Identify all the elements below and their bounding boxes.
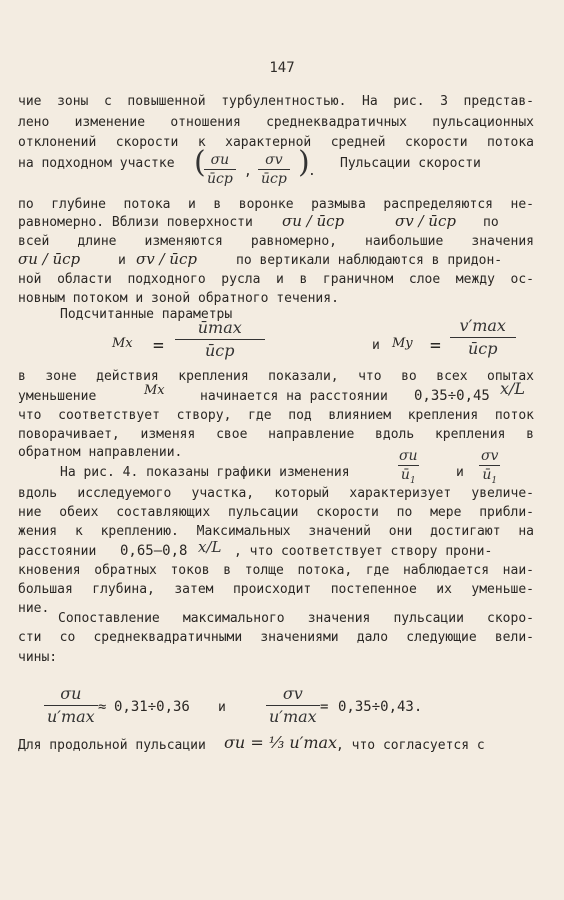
text-line: обратном направлении. (18, 445, 183, 460)
text-line: Подсчитанные параметры (60, 307, 233, 322)
text-line: уменьшение (18, 389, 97, 404)
fraction-sigma-v-ucp: σv ūср (258, 152, 290, 187)
formula-sigma-v-over-ucp: σv / ūср (136, 250, 197, 268)
text-line: На рис. 4. показаны графики изменения (60, 465, 350, 480)
fraction-sigma-u-u1: $\frac{\sigma u}{ū_1}$ (396, 448, 421, 489)
text-line: вдоль исследуемого участка, который характеризует увеличе- (18, 486, 534, 501)
fraction-sigma-u-ucp: σu ūср (204, 152, 236, 187)
formula-sigma-u-over-ucp: σu / ūср (18, 250, 81, 268)
formula-sigma-u-third: σu = ⅓ u′max (224, 733, 338, 752)
formula-range: 0,31÷0,36 (114, 699, 190, 715)
fraction-sigma-v-u1: $\frac{\sigma v}{ū_1}$ (478, 448, 501, 489)
text-line: начинается на расстоянии (200, 389, 388, 404)
formula-range: 0,35÷0,43. (338, 699, 423, 715)
close-parenthesis: ) (298, 145, 310, 180)
text-line: жения к креплению. Максимальных значений они достигают на (18, 524, 534, 539)
text-line: , что согласуется с (336, 738, 485, 753)
text-and: и (372, 338, 380, 353)
fraction-umax-ucp: ūmax ūср (175, 318, 265, 361)
formula-equals: = (153, 335, 164, 356)
text-line: чие зоны с повышенной турбулентностью. На рис. 3 представ- (18, 94, 534, 109)
text-line: Пульсации скорости (340, 156, 481, 171)
text-line: отклонений скорости к характерной средней скорости потока (18, 135, 534, 150)
text-line: поворачивает, изменяя свое направление вдоль крепления в (18, 427, 534, 442)
text-line: Для продольной пульсации (18, 738, 206, 753)
fraction-vmax-ucp: v′max ūср (450, 316, 516, 359)
formula-sigma-v-over-ucp: σv / ūср (395, 212, 456, 230)
text-line: кновения обратных токов в толще потока, где наблюдается наи- (18, 563, 534, 578)
text-line: , что соответствует створу прони- (234, 544, 493, 559)
open-parenthesis: ( (194, 145, 206, 180)
page-number: 147 (269, 60, 295, 76)
text-line: ние обеих составляющих пульсации скорости по мере прибли- (18, 505, 534, 520)
formula-range: 0,35÷0,45 (414, 388, 490, 404)
formula-comma: , (244, 164, 252, 179)
formula-equals: = (320, 699, 329, 715)
text-line: ной области подходного русла и в граничном слое между ос- (18, 272, 534, 287)
text-line: большая глубина, затем происходит постепенное их уменьше- (18, 582, 534, 597)
formula-approx: ≈ (98, 699, 107, 715)
text-line: лено изменение отношения среднеквадратичных пульсационных (18, 115, 534, 130)
text-line: по вертикали наблюдаются в придон- (236, 253, 503, 268)
text-line: на подходном участке (18, 156, 175, 171)
text-line: новным потоком и зоной обратного течения. (18, 291, 339, 306)
formula-x-over-L: x/L (500, 379, 526, 398)
formula-equals: = (430, 335, 441, 356)
text-line: в зоне действия крепления показали, что во всех опытах (18, 369, 534, 384)
text-and: и (218, 700, 226, 715)
formula-x-over-L: x/L (198, 538, 222, 556)
fraction-sigma-v-umax: σv u′max (266, 684, 320, 727)
text-line: всей длине изменяются равномерно, наибольшие значения (18, 234, 534, 249)
formula-Mx: Mx (112, 336, 133, 351)
formula-dot: . (308, 164, 316, 179)
text-and: и (118, 253, 126, 268)
fraction-sigma-u-umax: σu u′max (44, 684, 98, 727)
text-and: и (456, 465, 464, 480)
formula-sigma-u-over-ucp: σu / ūср (282, 212, 345, 230)
text-line: по (483, 215, 499, 230)
formula-My: My (392, 336, 413, 351)
text-line: чины: (18, 650, 58, 665)
text-line: по глубине потока и в воронке размыва распределяются не- (18, 197, 534, 212)
text-line: расстоянии (18, 544, 97, 559)
text-line: равномерно. Вблизи поверхности (18, 215, 253, 230)
text-line: ние. (18, 601, 50, 616)
text-line: Сопоставление максимального значения пульсации скоро- (58, 611, 534, 626)
text-line: сти со среднеквадратичными значениями дало следующие вели- (18, 630, 534, 645)
formula-Mx: Mx (144, 383, 165, 398)
text-line: что соответствует створу, где под влиянием крепления поток (18, 408, 534, 423)
formula-range: 0,65–0,8 (120, 543, 188, 559)
